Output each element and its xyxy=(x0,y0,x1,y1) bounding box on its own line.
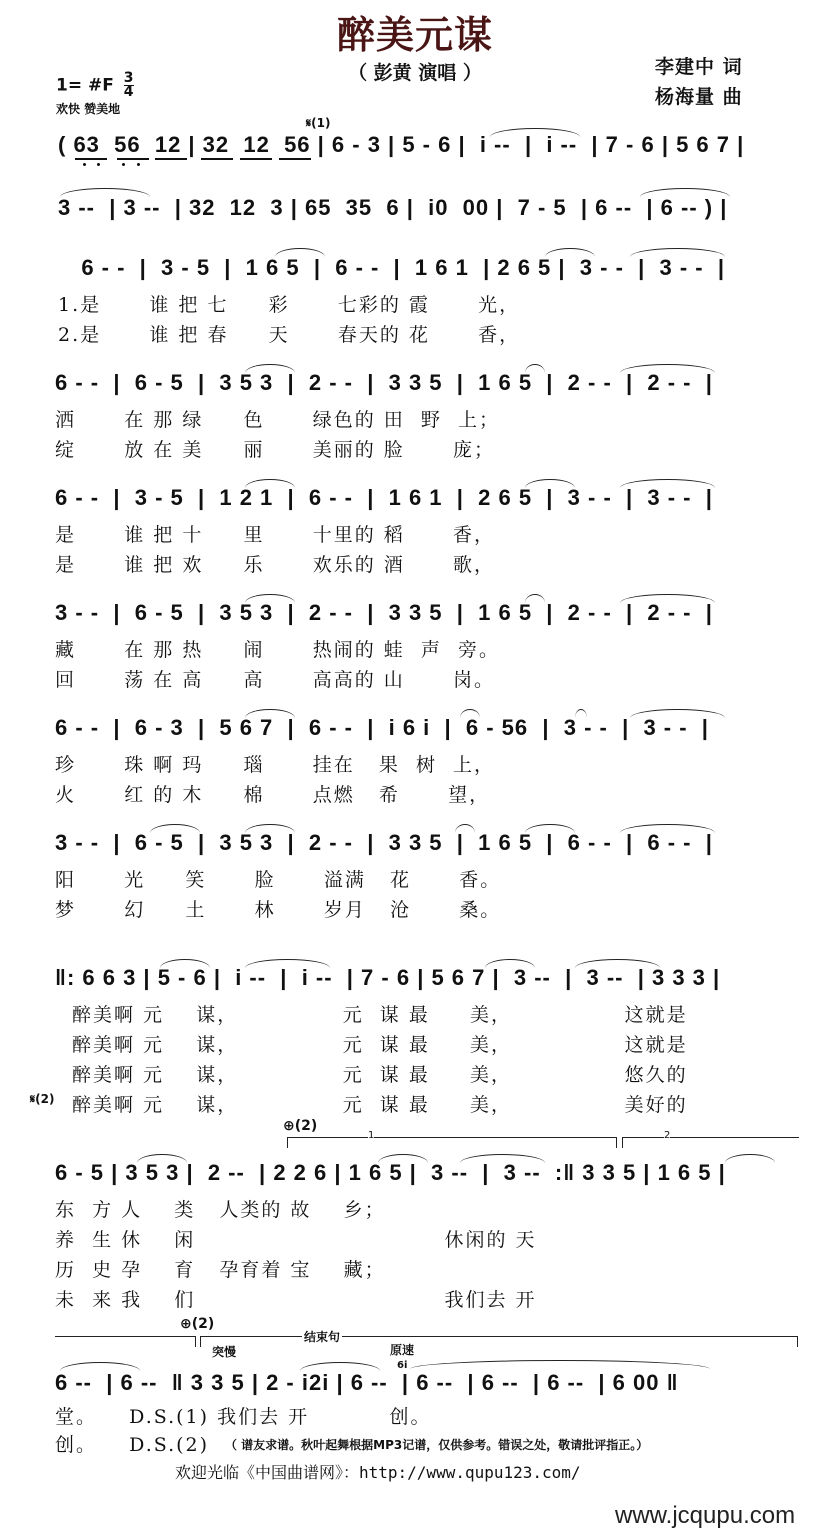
lyric-verse-2: 2.是 谁 把 春 天 春天的 花 香， xyxy=(58,324,521,346)
coda-mark-1: ⊕(2) xyxy=(283,1118,318,1134)
song-title: 醉美元谋 xyxy=(336,13,493,57)
lyric-verse-1: 洒 在 那 绿 色 绿色的 田 野 上； xyxy=(55,409,500,431)
lyricist-credit: 李建中 词 xyxy=(655,56,743,78)
lyric-verse-2: 是 谁 把 欢 乐 欢乐的 酒 歌， xyxy=(55,554,496,576)
volta-number-2: 2 xyxy=(664,1130,671,1141)
tie-slur xyxy=(150,824,200,833)
tie-slur xyxy=(245,594,295,603)
key-signature xyxy=(56,72,134,99)
tie-slur xyxy=(137,1154,187,1163)
tie-slur xyxy=(460,709,480,718)
lyric-chorus-3: 醉美啊 元 谋， 元 谋 最 美， 悠久的 xyxy=(72,1064,688,1086)
grace-note: 6i xyxy=(397,1360,408,1371)
tie-slur xyxy=(460,1154,545,1163)
lyric-chorus-2: 醉美啊 元 谋， 元 谋 最 美， 这就是 xyxy=(72,1034,688,1056)
underline xyxy=(240,158,272,160)
tie-slur xyxy=(455,824,475,833)
score-line-1: ( 63 56 12 | 32 12 56 | 6 - 3 | 5 - 6 | i -- | i -- | 7 - 6 | 5 6 7 | xyxy=(58,132,745,157)
low-octave-dot xyxy=(122,163,125,166)
tie-slur xyxy=(525,364,545,373)
tie-slur xyxy=(245,364,295,373)
lyric-final-2: 创。 D.S.(2) xyxy=(55,1434,210,1456)
watermark: www.jcqupu.com xyxy=(615,1502,796,1529)
tie-slur xyxy=(725,1154,775,1163)
tie-slur xyxy=(245,709,295,718)
tempo-marking: 欢快 赞美地 xyxy=(56,102,121,116)
lyric-ending-2: 养 生 休 闲 休闲的 天 xyxy=(55,1229,537,1251)
score-line-7: 6 - - | 6 - 3 | 5 6 7 | 6 - - | i 6 i | 6 - 56 | 3 - - | 3 - - | xyxy=(55,715,709,740)
score-line-10: 6 - 5 | 3 5 3 | 2 -- | 2 2 6 | 1 6 5 | 3 -- | 3 -- :‖ 3 3 5 | 1 6 5 | xyxy=(55,1160,726,1185)
segno-mark-1: 𝄋(1) xyxy=(306,116,331,130)
tie-slur xyxy=(410,1360,710,1369)
composer-credit: 杨海量 曲 xyxy=(655,86,743,108)
coda-mark-2: ⊕(2) xyxy=(180,1316,215,1332)
lyric-chorus-1: 醉美啊 元 谋， 元 谋 最 美， 这就是 xyxy=(72,1004,688,1026)
underline xyxy=(201,158,233,160)
tie-slur xyxy=(300,1362,380,1371)
lyric-verse-2: 回 荡 在 高 高 高高的 山 岗。 xyxy=(55,669,496,691)
lyric-verse-1: 珍 珠 啊 玛 瑙 挂在 果 树 上， xyxy=(55,754,496,776)
transcriber-note: （ 谱友求谱。秋叶起舞根据MP3记谱，仅供参考。错误之处，敬请批评指正。） xyxy=(225,1438,649,1452)
site-welcome: 欢迎光临《中国曲谱网》：http://www.qupu123.com/ xyxy=(175,1463,581,1482)
low-octave-dot xyxy=(97,163,100,166)
underline xyxy=(75,158,107,160)
ending-label: 结束句 xyxy=(304,1330,341,1344)
lyric-verse-1: 是 谁 把 十 里 十里的 稻 香， xyxy=(55,524,496,546)
tie-slur xyxy=(160,959,210,968)
score-line-6: 3 - - | 6 - 5 | 3 5 3 | 2 - - | 3 3 5 | 1 6 5 | 2 - - | 2 - - | xyxy=(55,600,713,625)
time-sig-numerator: 3 xyxy=(123,70,134,86)
tie-slur xyxy=(630,709,725,718)
tie-slur xyxy=(245,479,295,488)
score-line-4: 6 - - | 6 - 5 | 3 5 3 | 2 - - | 3 3 5 | 1 6 5 | 2 - - | 2 - - | xyxy=(55,370,713,395)
original-tempo-label: 原速 xyxy=(390,1343,415,1357)
tie-slur xyxy=(60,188,150,197)
underline xyxy=(279,158,311,160)
volta-number-1: 1 xyxy=(368,1130,375,1141)
score-line-3: 6 - - | 3 - 5 | 1 6 5 | 6 - - | 1 6 1 | 2 6 5 | 3 - - | 3 - - | xyxy=(60,255,725,280)
time-sig-denominator: 4 xyxy=(123,84,134,100)
underline xyxy=(155,158,187,160)
score-line-11: 6 -- | 6 -- ‖ 3 3 5 | 2 - i2i | 6 -- | 6 -- | 6 -- | 6 -- | 6 00 ‖ xyxy=(55,1370,679,1395)
lyric-verse-1: 1.是 谁 把 七 彩 七彩的 霞 光， xyxy=(58,294,521,316)
sudden-slow-label: 突慢 xyxy=(212,1345,237,1359)
lyric-ending-4: 未 来 我 们 我们去 开 xyxy=(55,1289,537,1311)
tie-slur xyxy=(575,709,587,718)
tie-slur xyxy=(245,824,295,833)
lyric-verse-2: 梦 幻 土 林 岁月 沧 桑。 xyxy=(55,899,502,921)
tie-slur xyxy=(575,959,660,968)
score-line-5: 6 - - | 3 - 5 | 1 2 1 | 6 - - | 1 6 1 | 2 6 5 | 3 - - | 3 - - | xyxy=(55,485,713,510)
tie-slur xyxy=(485,959,535,968)
score-line-2: 3 -- | 3 -- | 32 12 3 | 65 35 6 | i0 00 | 7 - 5 | 6 -- | 6 -- ) | xyxy=(58,195,728,220)
tie-slur xyxy=(640,188,730,197)
underline xyxy=(117,158,149,160)
score-line-9-chorus: ‖: 6 6 3 | 5 - 6 | i -- | i -- | 7 - 6 | 5 6 7 | 3 -- | 3 -- | 3 3 3 | xyxy=(55,965,721,990)
tie-slur xyxy=(620,479,715,488)
tie-slur xyxy=(620,594,715,603)
tie-slur xyxy=(245,959,330,968)
lyric-verse-2: 火 红 的 木 棉 点燃 希 望， xyxy=(55,784,491,806)
score-line-8: 3 - - | 6 - 5 | 3 5 3 | 2 - - | 3 3 5 | 1 6 5 | 6 - - | 6 - - | xyxy=(55,830,713,855)
tie-slur xyxy=(525,824,575,833)
repeat-bracket xyxy=(55,1336,196,1347)
tie-slur xyxy=(525,479,575,488)
low-octave-dot xyxy=(137,163,140,166)
segno-mark-2: 𝄋(2) xyxy=(30,1092,55,1106)
lyric-verse-1: 阳 光 笑 脸 溢满 花 香。 xyxy=(55,869,502,891)
time-signature xyxy=(124,72,134,99)
lyric-ending-3: 历 史 孕 育 孕育着 宝 藏； xyxy=(55,1259,386,1281)
singer-credit: （ 彭黄 演唱 ） xyxy=(348,62,482,84)
tie-slur xyxy=(545,248,595,257)
lyric-verse-2: 绽 放 在 美 丽 美丽的 脸 庞； xyxy=(55,439,496,461)
tie-slur xyxy=(275,248,325,257)
tie-slur xyxy=(490,128,580,137)
tie-slur xyxy=(60,1362,140,1371)
lyric-final-1: 堂。 D.S.(1) 我们去 开 创。 xyxy=(55,1406,432,1428)
tie-slur xyxy=(620,364,715,373)
lyric-chorus-4: 醉美啊 元 谋， 元 谋 最 美， 美好的 xyxy=(72,1094,688,1116)
ending-bracket xyxy=(200,1336,798,1347)
tie-slur xyxy=(378,1154,428,1163)
key-label: 1= #F xyxy=(56,75,114,96)
tie-slur xyxy=(525,594,545,603)
volta-bracket-1 xyxy=(287,1137,617,1148)
tie-slur xyxy=(630,248,725,257)
tie-slur xyxy=(620,824,715,833)
volta-bracket-2 xyxy=(622,1137,799,1148)
lyric-ending-1: 东 方 人 类 人类的 故 乡； xyxy=(55,1199,386,1221)
low-octave-dot xyxy=(83,163,86,166)
lyric-verse-1: 藏 在 那 热 闹 热闹的 蛙 声 旁。 xyxy=(55,639,500,661)
